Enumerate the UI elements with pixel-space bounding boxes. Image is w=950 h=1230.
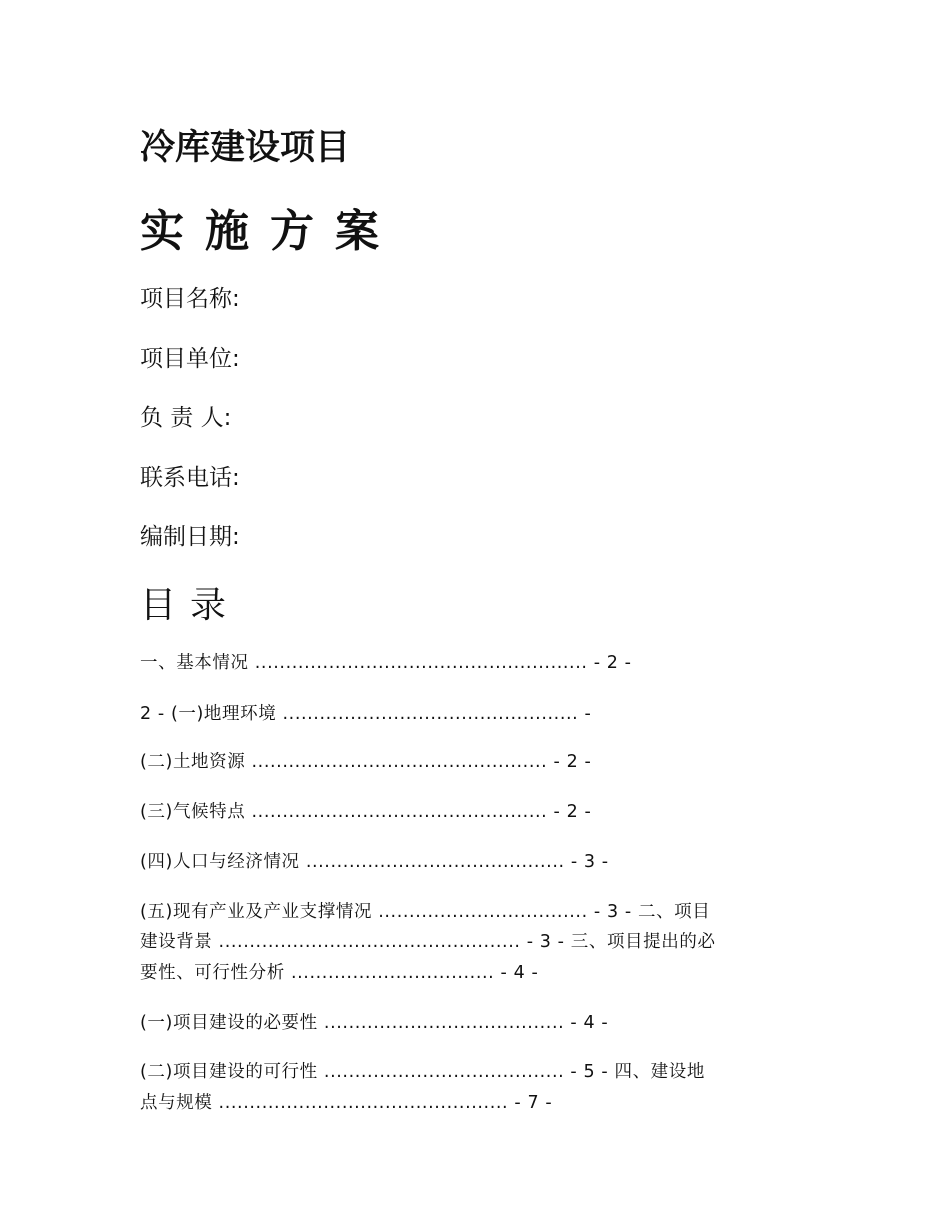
field-project-name: 项目名称: bbox=[140, 286, 240, 312]
toc-line: 建设背景 ................................................. - 3 - 三、项目提出的必 bbox=[140, 932, 716, 952]
toc-title: 目录 bbox=[140, 585, 241, 626]
toc-line: (三)气候特点 ................................................ - 2 - bbox=[140, 802, 592, 822]
field-compile-date: 编制日期: bbox=[140, 524, 240, 550]
toc-line: (五)现有产业及产业支撑情况 .................................. - 3 - 二、项目 bbox=[140, 902, 711, 922]
toc-line: 点与规模 ............................................... - 7 - bbox=[140, 1093, 553, 1113]
toc-line: (四)人口与经济情况 .......................................... - 3 - bbox=[140, 852, 609, 872]
toc-line: (二)土地资源 ................................................ - 2 - bbox=[140, 752, 592, 772]
document-title: 冷库建设项目 bbox=[140, 128, 351, 168]
toc-line: 2 - (一)地理环境 ................................................ - bbox=[140, 704, 592, 724]
field-project-unit: 项目单位: bbox=[140, 346, 240, 372]
toc-line: 要性、可行性分析 ................................. - 4 - bbox=[140, 963, 539, 983]
field-person-in-charge: 负 责 人: bbox=[140, 405, 232, 431]
toc-line: (二)项目建设的可行性 ....................................... - 5 - 四、建设地 bbox=[140, 1062, 705, 1082]
toc-line: 一、基本情况 ...................................................... - 2 - bbox=[140, 653, 632, 673]
field-contact-phone: 联系电话: bbox=[140, 465, 240, 491]
document-subtitle: 实施方案 bbox=[140, 206, 400, 257]
toc-line: (一)项目建设的必要性 ....................................... - 4 - bbox=[140, 1013, 609, 1033]
